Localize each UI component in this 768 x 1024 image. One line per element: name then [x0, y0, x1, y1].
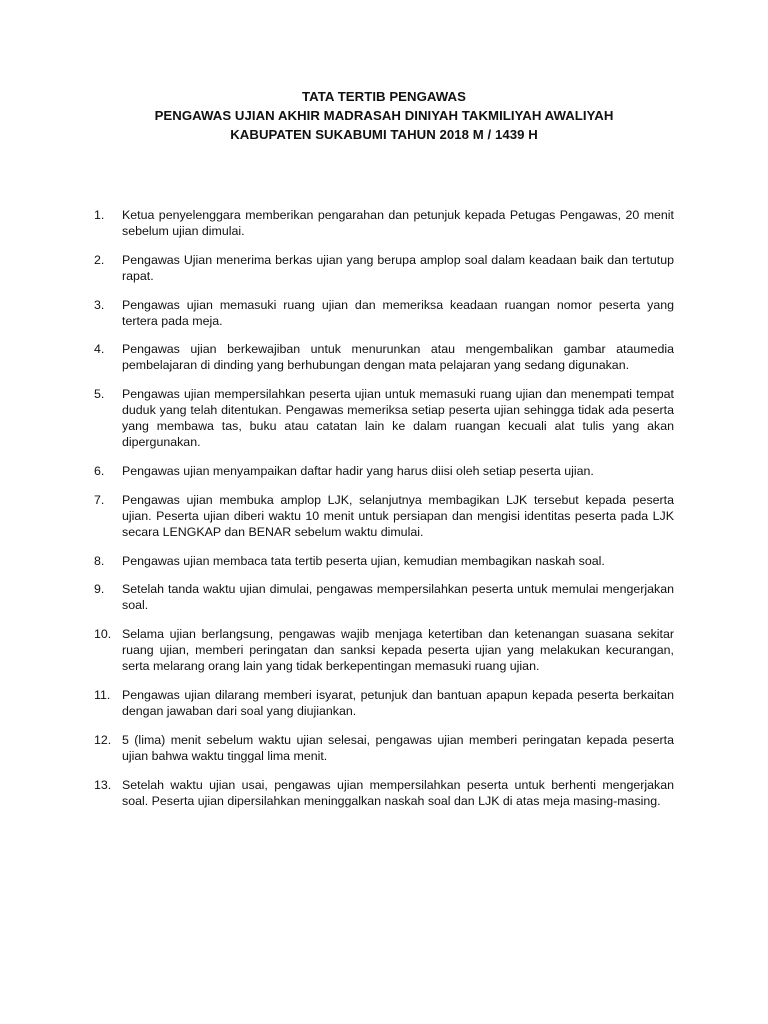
rule-number: 5.: [94, 387, 105, 402]
rule-number: 12.: [94, 732, 112, 747]
rule-text: Pengawas ujian berkewajiban untuk menurunkan atau mengembalikan gambar ataumedia pembelajaran di dinding yang berhubungan dengan mata pelajaran yang sedang digunakan.: [122, 342, 674, 373]
title-line-3: KABUPATEN SUKABUMI TAHUN 2018 M / 1439 H: [230, 127, 538, 142]
rule-text: Pengawas ujian dilarang memberi isyarat, petunjuk dan bantuan apapun kepada peserta berkaitan dengan jawaban dari soal yang diujiankan.: [122, 687, 674, 718]
rule-text: Pengawas ujian memasuki ruang ujian dan memeriksa keadaan ruangan nomor peserta yang tertera pada meja.: [122, 297, 674, 328]
rule-number: 13.: [94, 777, 112, 792]
rule-item-10: [94, 626, 674, 674]
rule-text: Pengawas ujian membaca tata tertib peserta ujian, kemudian membagikan naskah soal.: [122, 553, 605, 568]
rule-item-5: [94, 386, 674, 450]
title-line-2: PENGAWAS UJIAN AKHIR MADRASAH DINIYAH TAKMILIYAH AWALIYAH: [154, 108, 614, 123]
rule-number: 11.: [94, 687, 111, 702]
rule-item-3: [94, 297, 674, 329]
rule-text: Pengawas ujian menyampaikan daftar hadir yang harus diisi oleh setiap peserta ujian.: [122, 463, 594, 478]
rule-item-7: [94, 492, 674, 540]
rule-text: Ketua penyelenggara memberikan pengarahan dan petunjuk kepada Petugas Pengawas, 20 menit sebelum ujian dimulai.: [122, 208, 674, 238]
rule-text: 5 (lima) menit sebelum waktu ujian selesai, pengawas ujian memberi peringatan kepada peserta ujian bahwa waktu tinggal lima menit.: [122, 732, 674, 763]
rule-item-4: [94, 341, 674, 373]
rule-number: 6.: [94, 463, 105, 478]
rule-text: Pengawas ujian membuka amplop LJK, selanjutnya membagikan LJK tersebut kepada peserta ujian. Peserta ujian diberi waktu 10 menit untuk persiapan dan mengisi identitas peserta pada LJK secara LENGKAP dan BENAR sebelum waktu dimulai.: [122, 492, 674, 539]
rule-number: 2.: [94, 252, 105, 267]
rule-item-12: [94, 732, 674, 764]
rule-item-9: [94, 581, 674, 613]
rule-item-1: [94, 207, 674, 239]
rule-number: 9.: [94, 582, 105, 597]
rule-item-2: [94, 252, 674, 284]
rule-item-11: [94, 687, 674, 719]
title-line-1: TATA TERTIB PENGAWAS: [302, 89, 466, 104]
rule-text: Setelah waktu ujian usai, pengawas ujian mempersilahkan peserta untuk berhenti mengerjakan soal. Peserta ujian dipersilahkan meninggalkan naskah soal dan LJK di atas meja masing-masing.: [122, 777, 674, 808]
rule-number: 4.: [94, 342, 105, 357]
rule-item-8: [94, 553, 674, 569]
rule-number: 7.: [94, 492, 105, 507]
rule-number: 3.: [94, 297, 105, 312]
rule-number: 1.: [94, 208, 105, 222]
rule-text: Selama ujian berlangsung, pengawas wajib menjaga ketertiban dan ketenangan suasana sekitar ruang ujian, memberi peringatan dan sanksi kepada peserta ujian yang melakukan kecurangan, serta melarang orang lain yang tidak berkepentingan memasuki ruang ujian.: [122, 627, 674, 674]
rules-list: [94, 207, 674, 821]
document-title: [94, 87, 674, 144]
rule-item-6: [94, 463, 674, 479]
rule-item-13: [94, 777, 674, 809]
rule-text: Pengawas Ujian menerima berkas ujian yang berupa amplop soal dalam keadaan baik dan tertutup rapat.: [122, 252, 674, 283]
rule-number: 8.: [94, 553, 105, 568]
rule-number: 10.: [94, 627, 112, 642]
rule-text: Setelah tanda waktu ujian dimulai, pengawas mempersilahkan peserta untuk memulai mengerjakan soal.: [122, 582, 674, 613]
rule-text: Pengawas ujian mempersilahkan peserta ujian untuk memasuki ruang ujian dan menempati tempat duduk yang telah ditentukan. Pengawas memeriksa setiap peserta ujian sehingga tidak ada peserta yang membawa tas, buku atau catatan lain ke dalam ruangan kecuali alat tulis yang akan dipergunakan.: [122, 387, 674, 450]
